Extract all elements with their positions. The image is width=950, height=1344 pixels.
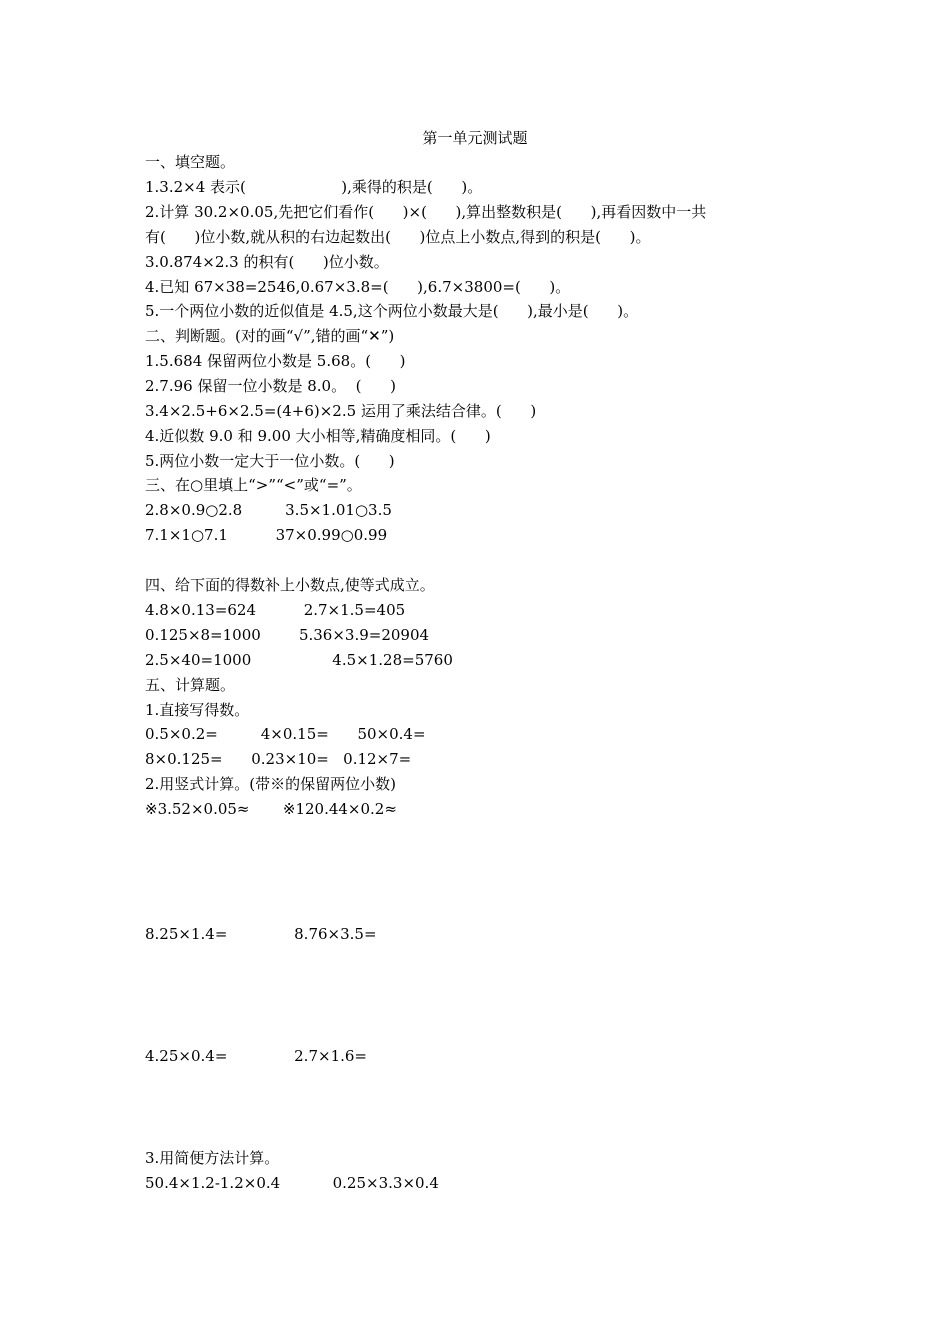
compare-row-2: 7.1×1○7.1 37×0.99○0.99 [145,526,388,544]
decimal-row-2: 0.125×8=1000 5.36×3.9=20904 [145,626,430,644]
section-3-heading: 三、在○里填上“>”“<”或“=”。 [145,476,362,494]
question-2-5: 5.两位小数一定大于一位小数。( ) [145,452,395,470]
question-2-1: 1.5.684 保留两位小数是 5.68。( ) [145,352,406,370]
subsection-5-3: 3.用简便方法计算。 [145,1149,280,1167]
subsection-5-1: 1.直接写得数。 [145,701,250,719]
decimal-row-3: 2.5×40=1000 4.5×1.28=5760 [145,651,453,669]
question-1-3: 3.0.874×2.3 的积有( )位小数。 [145,253,389,271]
mental-calc-row-2: 8×0.125= 0.23×10= 0.12×7= [145,750,412,768]
simplified-calc-row: 50.4×1.2-1.2×0.4 0.25×3.3×0.4 [145,1174,439,1192]
section-1-heading: 一、填空题。 [145,153,236,171]
mental-calc-row-1: 0.5×0.2= 4×0.15= 50×0.4= [145,725,426,743]
question-1-4: 4.已知 67×38=2546,0.67×3.8=( ),6.7×3800=( )。 [145,278,571,296]
question-1-2-cont: 有( )位小数,就从积的右边起数出( )位点上小数点,得到的积是( )。 [145,228,651,246]
section-2-heading: 二、判断题。(对的画“√”,错的画“✕”) [145,327,395,345]
question-2-2: 2.7.96 保留一位小数是 8.0。 ( ) [145,377,396,395]
page-title: 第一单元测试题 [422,129,528,147]
compare-row-1: 2.8×0.9○2.8 3.5×1.01○3.5 [145,501,392,519]
section-5-heading: 五、计算题。 [145,676,236,694]
question-1-5: 5.一个两位小数的近似值是 4.5,这个两位小数最大是( ),最小是( )。 [145,302,639,320]
subsection-5-2: 2.用竖式计算。(带※的保留两位小数) [145,775,397,793]
question-2-3: 3.4×2.5+6×2.5=(4+6)×2.5 运用了乘法结合律。( ) [145,402,537,420]
section-4-heading: 四、给下面的得数补上小数点,使等式成立。 [145,576,435,594]
decimal-row-1: 4.8×0.13=624 2.7×1.5=405 [145,601,406,619]
question-2-4: 4.近似数 9.0 和 9.00 大小相等,精确度相同。( ) [145,427,491,445]
question-1-2: 2.计算 30.2×0.05,先把它们看作( )×( ),算出整数积是( ),再看因数中一共 [145,203,707,221]
vertical-calc-row-3: 4.25×0.4= 2.7×1.6= [145,1047,367,1065]
vertical-calc-row-2: 8.25×1.4= 8.76×3.5= [145,925,377,943]
vertical-calc-row-1: ※3.52×0.05≈ ※120.44×0.2≈ [145,800,397,818]
question-1-1: 1.3.2×4 表示( ),乘得的积是( )。 [145,178,483,196]
